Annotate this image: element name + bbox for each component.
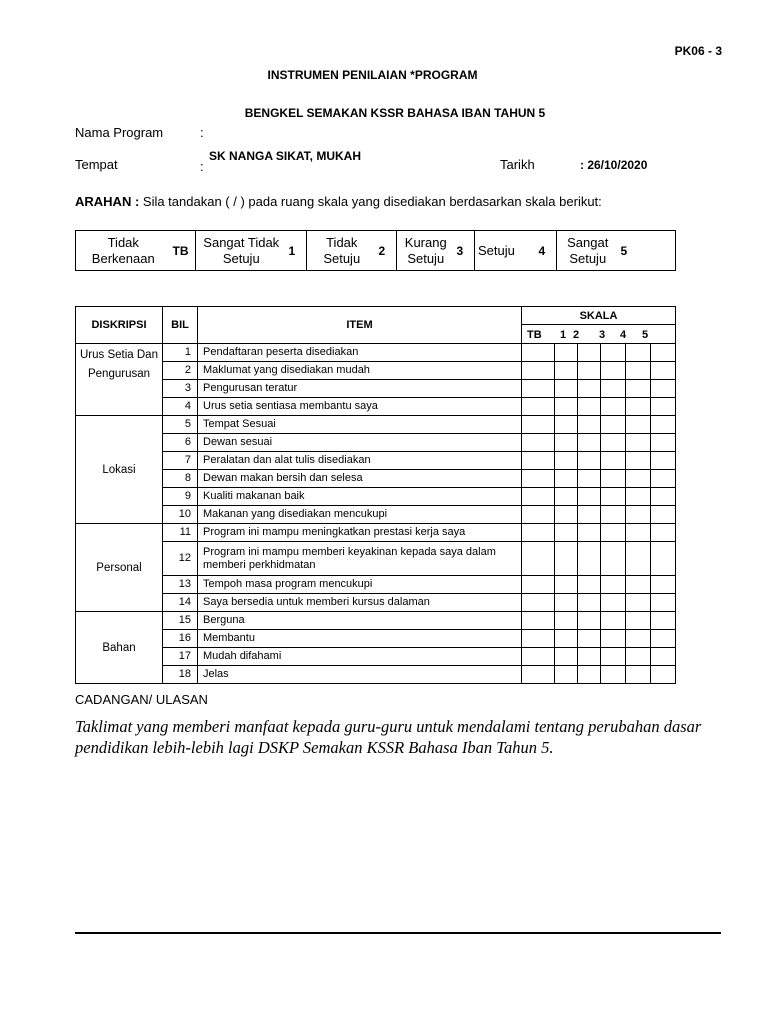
scale-cell[interactable] bbox=[651, 612, 676, 630]
scale-cell[interactable] bbox=[522, 648, 555, 666]
scale-cell[interactable] bbox=[578, 380, 601, 398]
table-row bbox=[76, 524, 676, 542]
form-subtitle: BENGKEL SEMAKAN KSSR BAHASA IBAN TAHUN 5 bbox=[244, 106, 546, 120]
skala-col-1: 1 bbox=[560, 329, 567, 341]
instruction-text: Sila tandakan ( / ) pada ruang skala yang disediakan berdasarkan skala berikut: bbox=[139, 194, 602, 209]
item-number: 8 bbox=[163, 470, 198, 488]
item-number: 16 bbox=[163, 630, 198, 648]
table-row bbox=[76, 542, 676, 576]
item-text: Jelas bbox=[198, 666, 522, 684]
scale-cell[interactable] bbox=[555, 398, 578, 416]
scale-cell[interactable] bbox=[626, 506, 651, 524]
scale-cell[interactable] bbox=[601, 470, 626, 488]
comment-text: Taklimat yang memberi manfaat kepada guru-guru untuk mendalami tentang perubahan dasar pendidikan lebih-lebih lagi DSKP Semakan KSSR Bahasa Iban Tahun 5. bbox=[75, 717, 702, 757]
item-number: 12 bbox=[163, 542, 198, 576]
scale-cell[interactable] bbox=[626, 666, 651, 684]
scale-cell[interactable] bbox=[578, 576, 601, 594]
scale-cell[interactable] bbox=[555, 612, 578, 630]
scale-cell[interactable] bbox=[651, 594, 676, 612]
scale-cell[interactable] bbox=[626, 452, 651, 470]
scale-cell[interactable] bbox=[578, 452, 601, 470]
scale-cell[interactable] bbox=[522, 380, 555, 398]
scale-cell[interactable] bbox=[555, 594, 578, 612]
scale-code-4: 4 bbox=[537, 231, 557, 271]
skala-col-5: 5 bbox=[642, 329, 649, 341]
scale-cell[interactable] bbox=[555, 452, 578, 470]
scale-cell[interactable] bbox=[578, 648, 601, 666]
item-text: Maklumat yang disediakan mudah bbox=[198, 362, 522, 380]
scale-code-tb: TB bbox=[171, 231, 196, 271]
scale-cell[interactable] bbox=[601, 488, 626, 506]
scale-code-2: 2 bbox=[377, 231, 397, 271]
item-number: 17 bbox=[163, 648, 198, 666]
scale-code-5: 5 bbox=[619, 231, 676, 271]
item-text: Mudah difahami bbox=[198, 648, 522, 666]
scale-cell[interactable] bbox=[651, 470, 676, 488]
table-row bbox=[76, 416, 676, 434]
table-row bbox=[76, 434, 676, 452]
scale-cell[interactable] bbox=[578, 416, 601, 434]
scale-cell[interactable] bbox=[522, 506, 555, 524]
item-text: Program ini mampu memberi keyakinan kepada saya dalam memberi perkhidmatan bbox=[198, 542, 522, 576]
table-row bbox=[76, 398, 676, 416]
group-label: Bahan bbox=[76, 612, 163, 684]
scale-cell[interactable] bbox=[522, 666, 555, 684]
scale-cell[interactable] bbox=[555, 470, 578, 488]
scale-cell[interactable] bbox=[626, 612, 651, 630]
scale-cell[interactable] bbox=[626, 416, 651, 434]
scale-cell[interactable] bbox=[626, 380, 651, 398]
item-text: Berguna bbox=[198, 612, 522, 630]
scale-cell[interactable] bbox=[651, 488, 676, 506]
scale-legend bbox=[75, 230, 676, 271]
scale-cell[interactable] bbox=[626, 648, 651, 666]
skala-col-3: 3 bbox=[599, 329, 606, 341]
scale-cell[interactable] bbox=[522, 452, 555, 470]
scale-cell[interactable] bbox=[651, 344, 676, 362]
col-item: ITEM bbox=[198, 307, 522, 344]
scale-cell[interactable] bbox=[601, 648, 626, 666]
scale-cell[interactable] bbox=[555, 362, 578, 380]
group-label: Lokasi bbox=[76, 416, 163, 524]
scale-cell[interactable] bbox=[626, 362, 651, 380]
item-text: Tempoh masa program mencukupi bbox=[198, 576, 522, 594]
scale-cell[interactable] bbox=[555, 344, 578, 362]
scale-cell[interactable] bbox=[601, 380, 626, 398]
scale-text-4: Setuju bbox=[475, 231, 537, 271]
scale-cell[interactable] bbox=[555, 630, 578, 648]
scale-cell[interactable] bbox=[555, 416, 578, 434]
scale-cell[interactable] bbox=[578, 434, 601, 452]
item-number: 4 bbox=[163, 398, 198, 416]
scale-cell[interactable] bbox=[601, 398, 626, 416]
instruction-label: ARAHAN : bbox=[75, 194, 140, 209]
scale-cell[interactable] bbox=[651, 648, 676, 666]
scale-cell[interactable] bbox=[601, 434, 626, 452]
table-row bbox=[76, 648, 676, 666]
cadangan-label: CADANGAN/ ULASAN bbox=[75, 692, 208, 707]
table-row bbox=[76, 344, 676, 362]
scale-cell[interactable] bbox=[522, 612, 555, 630]
scale-cell[interactable] bbox=[555, 542, 578, 576]
scale-cell[interactable] bbox=[651, 666, 676, 684]
table-row bbox=[76, 362, 676, 380]
scale-cell[interactable] bbox=[578, 488, 601, 506]
item-number: 14 bbox=[163, 594, 198, 612]
scale-cell[interactable] bbox=[651, 506, 676, 524]
skala-divider bbox=[522, 324, 675, 325]
scale-cell[interactable] bbox=[555, 434, 578, 452]
item-number: 5 bbox=[163, 416, 198, 434]
col-bil: BIL bbox=[163, 307, 198, 344]
scale-cell[interactable] bbox=[601, 506, 626, 524]
evaluation-table bbox=[75, 306, 676, 684]
scale-cell[interactable] bbox=[651, 398, 676, 416]
table-row bbox=[76, 612, 676, 630]
scale-cell[interactable] bbox=[578, 630, 601, 648]
date-value: : 26/10/2020 bbox=[580, 158, 648, 172]
scale-cell[interactable] bbox=[601, 452, 626, 470]
table-row bbox=[76, 630, 676, 648]
scale-cell[interactable] bbox=[578, 470, 601, 488]
scale-cell[interactable] bbox=[651, 434, 676, 452]
item-number: 18 bbox=[163, 666, 198, 684]
scale-cell[interactable] bbox=[651, 380, 676, 398]
scale-cell[interactable] bbox=[578, 344, 601, 362]
item-number: 15 bbox=[163, 612, 198, 630]
item-text: Kualiti makanan baik bbox=[198, 488, 522, 506]
scale-cell[interactable] bbox=[555, 576, 578, 594]
scale-cell[interactable] bbox=[522, 524, 555, 542]
scale-cell[interactable] bbox=[626, 542, 651, 576]
scale-cell[interactable] bbox=[578, 594, 601, 612]
scale-cell[interactable] bbox=[651, 524, 676, 542]
program-colon: : bbox=[200, 125, 204, 140]
place-colon: : bbox=[200, 159, 204, 174]
scale-text-2: Tidak Setuju bbox=[307, 231, 377, 271]
scale-cell[interactable] bbox=[651, 452, 676, 470]
scale-cell[interactable] bbox=[626, 344, 651, 362]
group-label: Urus Setia Dan Pengurusan bbox=[76, 344, 163, 416]
table-row bbox=[76, 380, 676, 398]
scale-cell[interactable] bbox=[601, 594, 626, 612]
scale-cell[interactable] bbox=[601, 542, 626, 576]
scale-cell[interactable] bbox=[651, 542, 676, 576]
table-row bbox=[76, 470, 676, 488]
table-row bbox=[76, 488, 676, 506]
scale-cell[interactable] bbox=[522, 434, 555, 452]
item-number: 7 bbox=[163, 452, 198, 470]
scale-cell[interactable] bbox=[578, 612, 601, 630]
item-number: 2 bbox=[163, 362, 198, 380]
table-row bbox=[76, 666, 676, 684]
table-row bbox=[76, 506, 676, 524]
scale-cell[interactable] bbox=[601, 666, 626, 684]
scale-cell[interactable] bbox=[555, 506, 578, 524]
scale-cell[interactable] bbox=[601, 576, 626, 594]
item-number: 11 bbox=[163, 524, 198, 542]
place-value: SK NANGA SIKAT, MUKAH bbox=[209, 149, 361, 163]
scale-cell[interactable] bbox=[601, 344, 626, 362]
scale-cell[interactable] bbox=[522, 416, 555, 434]
signature-line bbox=[75, 932, 721, 934]
scale-cell[interactable] bbox=[601, 416, 626, 434]
scale-cell[interactable] bbox=[578, 524, 601, 542]
item-number: 9 bbox=[163, 488, 198, 506]
scale-cell[interactable] bbox=[626, 470, 651, 488]
scale-text-3: Kurang Setuju bbox=[397, 231, 455, 271]
scale-cell[interactable] bbox=[522, 344, 555, 362]
scale-cell[interactable] bbox=[555, 648, 578, 666]
scale-cell[interactable] bbox=[601, 612, 626, 630]
scale-cell[interactable] bbox=[601, 362, 626, 380]
scale-cell[interactable] bbox=[522, 398, 555, 416]
scale-cell[interactable] bbox=[555, 488, 578, 506]
scale-cell[interactable] bbox=[578, 506, 601, 524]
item-text: Urus setia sentiasa membantu saya bbox=[198, 398, 522, 416]
scale-text-5: Sangat Setuju bbox=[557, 231, 619, 271]
table-row bbox=[76, 594, 676, 612]
scale-cell[interactable] bbox=[522, 576, 555, 594]
scale-cell[interactable] bbox=[578, 362, 601, 380]
scale-cell[interactable] bbox=[626, 594, 651, 612]
scale-cell[interactable] bbox=[555, 666, 578, 684]
instruction bbox=[75, 194, 602, 209]
scale-cell[interactable] bbox=[626, 398, 651, 416]
item-number: 1 bbox=[163, 344, 198, 362]
group-label: Personal bbox=[76, 524, 163, 612]
scale-cell[interactable] bbox=[555, 524, 578, 542]
scale-cell[interactable] bbox=[578, 542, 601, 576]
scale-cell[interactable] bbox=[601, 524, 626, 542]
item-text: Program ini mampu meningkatkan prestasi kerja saya bbox=[198, 524, 522, 542]
item-text: Dewan makan bersih dan selesa bbox=[198, 470, 522, 488]
item-text: Pengurusan teratur bbox=[198, 380, 522, 398]
item-number: 6 bbox=[163, 434, 198, 452]
scale-cell[interactable] bbox=[626, 576, 651, 594]
skala-col-tb: TB bbox=[527, 329, 542, 341]
scale-cell[interactable] bbox=[522, 594, 555, 612]
scale-cell[interactable] bbox=[626, 630, 651, 648]
scale-cell[interactable] bbox=[651, 416, 676, 434]
item-text: Makanan yang disediakan mencukupi bbox=[198, 506, 522, 524]
item-text: Saya bersedia untuk memberi kursus dalaman bbox=[198, 594, 522, 612]
scale-cell[interactable] bbox=[522, 542, 555, 576]
date-label: Tarikh bbox=[500, 157, 535, 172]
col-skala bbox=[522, 307, 676, 344]
scale-cell[interactable] bbox=[522, 470, 555, 488]
scale-cell[interactable] bbox=[651, 630, 676, 648]
scale-cell[interactable] bbox=[651, 576, 676, 594]
scale-cell[interactable] bbox=[522, 488, 555, 506]
scale-cell[interactable] bbox=[601, 630, 626, 648]
table-row bbox=[76, 452, 676, 470]
scale-cell[interactable] bbox=[626, 524, 651, 542]
scale-cell[interactable] bbox=[578, 398, 601, 416]
col-diskripsi: DISKRIPSI bbox=[76, 307, 163, 344]
scale-cell[interactable] bbox=[626, 434, 651, 452]
scale-cell[interactable] bbox=[651, 362, 676, 380]
scale-cell[interactable] bbox=[626, 488, 651, 506]
scale-cell[interactable] bbox=[522, 630, 555, 648]
scale-text-1: Sangat Tidak Setuju bbox=[196, 231, 287, 271]
skala-col-2: 2 bbox=[573, 329, 580, 341]
item-text: Membantu bbox=[198, 630, 522, 648]
item-number: 13 bbox=[163, 576, 198, 594]
scale-code-3: 3 bbox=[455, 231, 475, 271]
scale-cell[interactable] bbox=[522, 362, 555, 380]
item-text: Peralatan dan alat tulis disediakan bbox=[198, 452, 522, 470]
scale-text-tb: Tidak Berkenaan bbox=[76, 231, 171, 271]
scale-cell[interactable] bbox=[555, 380, 578, 398]
form-code: PK06 - 3 bbox=[674, 44, 722, 58]
form-title: INSTRUMEN PENILAIAN *PROGRAM bbox=[267, 68, 478, 82]
scale-code-1: 1 bbox=[287, 231, 307, 271]
item-number: 3 bbox=[163, 380, 198, 398]
item-text: Dewan sesuai bbox=[198, 434, 522, 452]
table-row bbox=[76, 576, 676, 594]
program-label: Nama Program bbox=[75, 125, 164, 140]
skala-title: SKALA bbox=[579, 310, 618, 322]
place-label: Tempat bbox=[75, 157, 118, 172]
item-text: Pendaftaran peserta disediakan bbox=[198, 344, 522, 362]
skala-col-4: 4 bbox=[620, 329, 627, 341]
item-text: Tempat Sesuai bbox=[198, 416, 522, 434]
item-number: 10 bbox=[163, 506, 198, 524]
scale-cell[interactable] bbox=[578, 666, 601, 684]
